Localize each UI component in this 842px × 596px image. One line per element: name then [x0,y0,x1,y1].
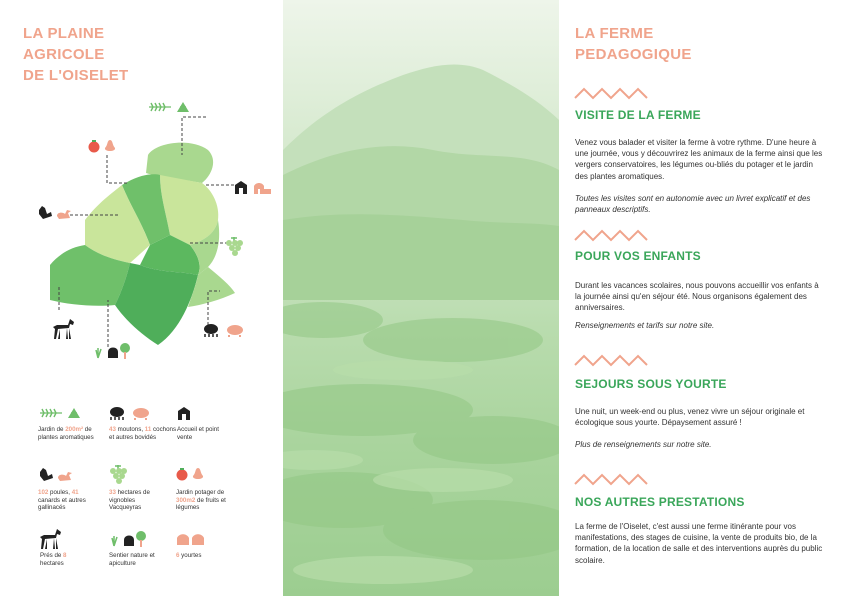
hen-duck-icon [37,204,73,220]
zigzag-divider [574,228,650,242]
section-text-enfants: Durant les vacances scolaires, nous pouvons accueillir vos enfants à la journée ainsi qu'en séjour été. Nous organisons également des anniversaires. [575,281,819,313]
zigzag-divider [574,86,650,100]
legend-yurt-icon [176,531,206,545]
left-title-line-3: DE L'OISELET [23,67,129,84]
herb-icon [147,100,195,114]
section-heading-prestations: NOS AUTRES PRESTATIONS [575,495,745,509]
section-note-yourte: Plus de renseignements sur notre site. [575,440,712,449]
right-title-line-1: LA FERME [575,25,654,42]
vineyard-photo [283,0,559,596]
legend-hen-duck-icon [38,466,74,482]
legend-yurts-text: 6 yourtes [176,552,202,559]
horse-icon [52,318,76,340]
left-title [23,23,129,86]
legend-grapes-text: 33 hectares de vignobles Vacqueyras [109,489,150,512]
section-heading-enfants: POUR VOS ENFANTS [575,249,701,263]
map-parcel-south [115,263,198,345]
section-text-prestations: La ferme de l'Oiselet, c'est aussi une ferme itinérante pour vos manifestations, des stages de cuisine, la vente de produits bio, de la formation, de la location de salle et des interventions auprès du public scolaire. [575,522,823,565]
zigzag-divider [574,353,650,367]
right-title-line-2: PEDAGOGIQUE [575,46,692,63]
legend-trail-text: Sentier nature et apiculture [109,552,155,567]
legend-grapes-icon [109,464,127,484]
zigzag-divider [574,472,650,486]
trail-beehive-icon [93,340,133,360]
legend-tomato-pear-icon [176,466,206,482]
legend-horse-icon [39,528,63,550]
right-title [575,23,692,65]
sheep-pig-icon [202,322,246,338]
tomato-pear-icon [88,138,118,154]
section-note-enfants: Renseignements et tarifs sur notre site. [575,321,715,330]
legend-garden-text: Jardin potager de 300m2 de fruits et légumes [176,489,226,512]
legend-horse-text: Prés de 8 hectares [40,552,67,567]
left-title-line-2: AGRICOLE [23,46,105,63]
section-text-yourte: Une nuit, un week-end ou plus, venez vivre un séjour originale et écologique sous yourte. Dépaysement assuré ! [575,407,805,428]
section-text-visite: Venez vous balader et visiter la ferme à votre rythme. D'une heure à une journée, vous y découvrirez les animaux de la ferme ainsi que les vergers conservatoires, les légumes ou-bliés du potager et le jardin des plantes aromatiques. [575,138,823,181]
legend-poultry-text: 102 poules, 41 canards et autres gallinacés [38,489,86,512]
legend-sheep-text: 43 moutons, 11 cochons et autres bovidés [109,426,177,441]
left-title-line-1: LA PLAINE [23,25,105,42]
legend-home-icon [177,406,191,420]
grapes-icon [225,236,243,256]
legend-herb-icon [38,406,86,420]
vineyard-landscape-illustration [283,0,559,596]
legend-trail-icon [109,528,149,548]
legend-sheep-pig-icon [108,405,152,421]
legend-home-text: Accueil et point vente [177,426,219,441]
section-heading-visite: VISITE DE LA FERME [575,108,701,122]
section-heading-yourte: SEJOURS SOUS YOURTE [575,377,727,391]
section-note-visite: Toutes les visites sont en autonomie avec un livret explicatif et des panneaux descriptifs. [575,194,811,215]
legend-herbs-text: Jardin de 200m² de plantes aromatiques [38,426,94,441]
farm-house-icon [234,180,272,194]
